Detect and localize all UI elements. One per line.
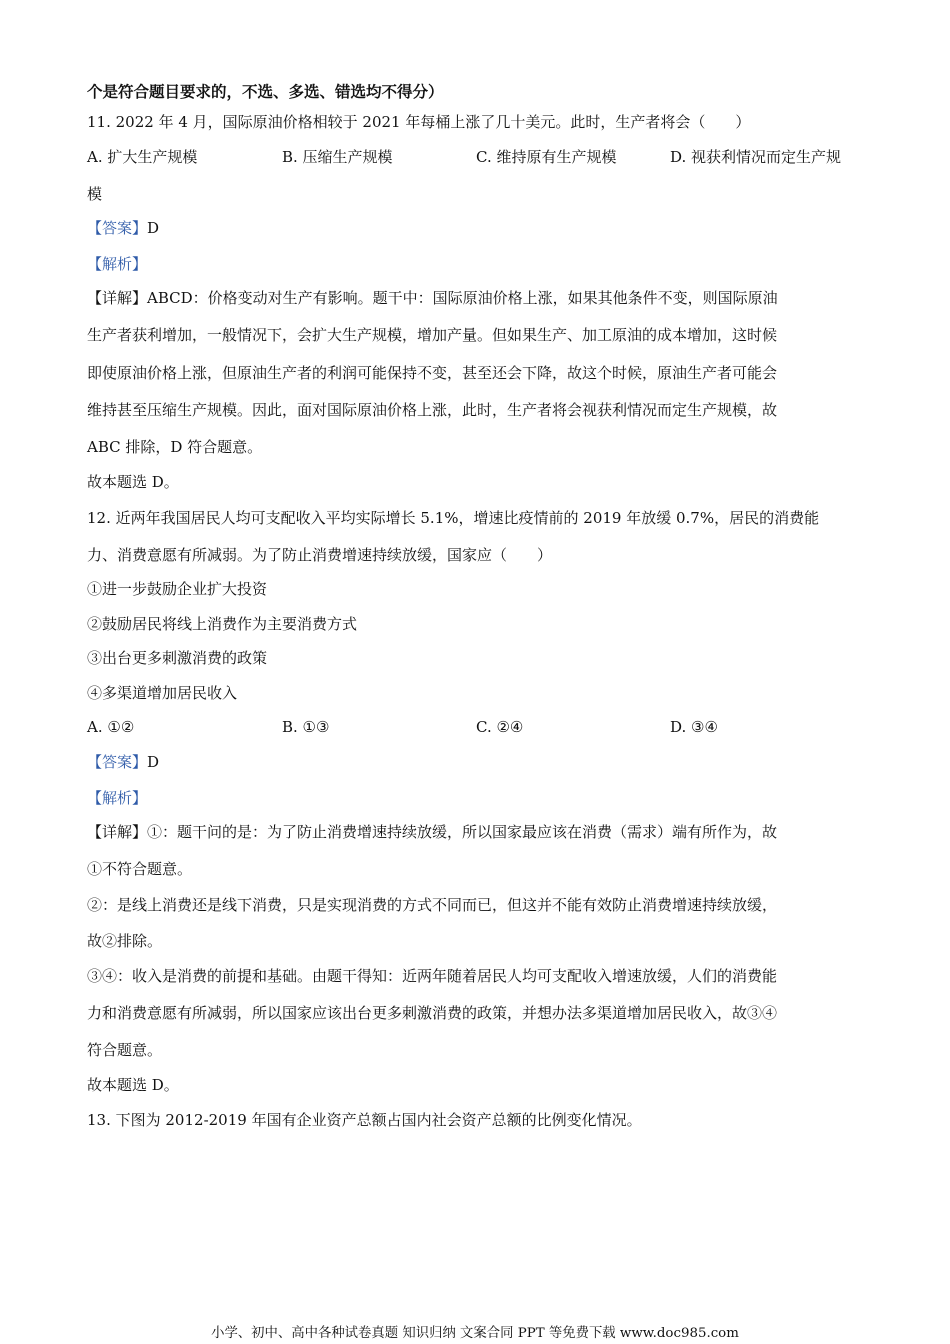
q12-stem-line: 12. 近两年我国居民人均可支配收入平均实际增长 5.1%，增速比疫情前的 2019 年放缓 0.7%，居民的消费能: [87, 509, 820, 527]
q12-detail-line: ③④：收入是消费的前提和基础。由题干得知：近两年随着居民人均可支配收入增速放缓，人们的消费能: [87, 967, 778, 985]
q11-conclusion: 故本题选 D。: [87, 473, 179, 491]
q11-detail-line: 维持甚至压缩生产规模。因此，面对国际原油价格上涨，此时，生产者将会视获利情况而定生产规模，故: [87, 401, 778, 419]
q11-analysis-tag: 【解析】: [87, 255, 148, 273]
q12-option-d: D. ③④: [670, 718, 718, 736]
q11-detail-line: 【详解】ABCD：价格变动对生产有影响。题干中：国际原油价格上涨，如果其他条件不变，则国际原油: [87, 289, 778, 307]
answer-tag: 【答案】: [87, 753, 148, 771]
q12-stem-line: 力、消费意愿有所减弱。为了防止消费增速持续放缓，国家应（ ）: [87, 546, 553, 564]
q11-detail-line: 即使原油价格上涨，但原油生产者的利润可能保持不变，甚至还会下降，故这个时候，原油生产者可能会: [87, 364, 778, 382]
q12-option-c: C. ②④: [476, 718, 524, 736]
q11-detail-line: 生产者获利增加，一般情况下，会扩大生产规模，增加产量。但如果生产、加工原油的成本增加，这时候: [87, 326, 778, 344]
answer-value: D: [147, 219, 160, 237]
q11-stem: 11. 2022 年 4 月，国际原油价格相较于 2021 年每桶上涨了几十美元。此时，生产者将会（ ）: [87, 113, 751, 131]
q11-answer: [87, 218, 159, 238]
q11-option-d: D. 视获利情况而定生产规: [670, 148, 842, 166]
q12-detail-line: ②：是线上消费还是线下消费，只是实现消费的方式不同而已，但这并不能有效防止消费增速持续放缓，: [87, 896, 778, 914]
answer-value: D: [147, 753, 160, 771]
q12-detail-line: 力和消费意愿有所减弱，所以国家应该出台更多刺激消费的政策，并想办法多渠道增加居民收入，故③④: [87, 1004, 778, 1022]
q12-statement: ②鼓励居民将线上消费作为主要消费方式: [87, 615, 358, 633]
q12-option-b: B. ①③: [282, 718, 330, 736]
header-line: 个是符合题目要求的，不选、多选、错选均不得分）: [87, 82, 444, 101]
q12-statement: ①进一步鼓励企业扩大投资: [87, 580, 268, 598]
q11-option-wrap: 模: [87, 185, 103, 203]
q11-option-c: C. 维持原有生产规模: [476, 148, 617, 166]
q12-option-a: A. ①②: [87, 718, 135, 736]
q12-conclusion: 故本题选 D。: [87, 1076, 179, 1094]
page-footer: 小学、初中、高中各种试卷真题 知识归纳 文案合同 PPT 等免费下载 www.doc985.com: [211, 1326, 739, 1341]
q12-detail-line: 故②排除。: [87, 932, 163, 950]
q12-answer: [87, 752, 159, 772]
answer-tag: 【答案】: [87, 219, 148, 237]
q12-statement: ③出台更多刺激消费的政策: [87, 649, 268, 667]
q13-stem: 13. 下图为 2012-2019 年国有企业资产总额占国内社会资产总额的比例变化情况。: [87, 1111, 642, 1129]
q12-detail-line: 【详解】①：题干问的是：为了防止消费增速持续放缓，所以国家最应该在消费（需求）端有所作为，故: [87, 823, 778, 841]
q12-detail-line: ①不符合题意。: [87, 860, 193, 878]
q11-detail-line: ABC 排除，D 符合题意。: [87, 438, 263, 456]
q12-detail-line: 符合题意。: [87, 1041, 163, 1059]
q12-statement: ④多渠道增加居民收入: [87, 684, 238, 702]
q12-analysis-tag: 【解析】: [87, 789, 148, 807]
q11-option-a: A. 扩大生产规模: [87, 148, 198, 166]
q11-option-b: B. 压缩生产规模: [282, 148, 393, 166]
